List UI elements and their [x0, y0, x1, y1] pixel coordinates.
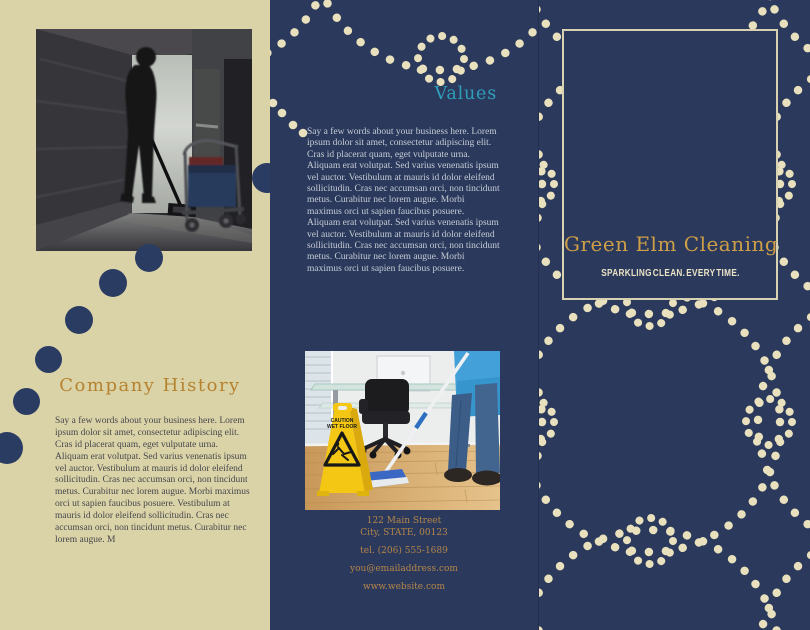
website-line: www.website.com [363, 582, 445, 592]
middle-panel [270, 0, 538, 630]
logo-box [562, 29, 778, 300]
accent-dot [65, 306, 93, 334]
values-paragraph-2: Aliquam erat volutpat. Sed varius venenatis ipsum vel auctor. Vestibulum at mauris id dolor eleifend sollicitudin. Cras nec accumsan orci, non tincidunt metus. Curabitur nec lorem augue. Morbi maximus orci ut sapien faucibus posuere. [307, 218, 500, 274]
brand-name: Green Elm Cleaning [564, 232, 779, 256]
accent-dot [252, 163, 270, 193]
address-line1: 122 Main Street [366, 516, 442, 526]
values-body [307, 127, 500, 275]
company-history-heading: Company History [59, 375, 241, 396]
hallway-photo-art [36, 29, 252, 251]
accent-dot [135, 244, 163, 272]
address-line2: City, STATE, 00123 [360, 528, 448, 538]
left-panel [0, 0, 270, 630]
values-paragraph-1: Say a few words about your business here. Lorem ipsum dolor sit amet, consectetur adipiscing elit. Cras id placerat quam, eget vulputate urna. Aliquam erat volutpat. Sed varius venenatis ipsum vel auctor. Vestibulum at mauris id dolor eleifend sollicitudin. Cras nec accumsan orci, non tincidunt metus. Curabitur nec lorem augue. Morbi maximus orci ut sapien faucibus posuere. [307, 127, 500, 217]
caution-sign-line1: CAUTION [330, 418, 354, 424]
values-heading: Values [434, 84, 497, 104]
brand-tagline: SPARKLING CLEAN. EVERY TIME. [600, 268, 740, 279]
hallway-janitor-photo [36, 29, 252, 251]
phone-line: tel. (206) 555-1689 [360, 546, 448, 556]
company-history-body: Say a few words about your business here. Lorem ipsum dolor sit amet, consectetur adipiscing elit. Cras id placerat quam, eget vulputate urna. Aliquam erat volutpat. Sed varius venenatis ipsum vel auctor. Vestibulum at mauris id dolor eleifend sollicitudin. Cras nec accumsan orci, non tincidunt metus. Curabitur nec lorem augue. Morbi maximus orci ut sapien faucibus posuere. Vestibulum at mauris id dolor eleifend sollicitudin. Cras nec accumsan orci, non tincidunt metus. Curabitur nec lorem augue. M [55, 416, 250, 545]
accent-dot [35, 346, 62, 373]
email-line: you@emailaddress.com [350, 564, 458, 574]
right-panel [538, 0, 810, 630]
contact-block [270, 515, 538, 593]
office-photo-art [305, 351, 500, 510]
accent-dot [0, 432, 23, 464]
accent-dot [99, 269, 127, 297]
office-mopping-photo [305, 351, 500, 510]
caution-sign-line2: WET FLOOR [327, 424, 357, 430]
dotted-circle-pattern-top [270, 0, 538, 142]
